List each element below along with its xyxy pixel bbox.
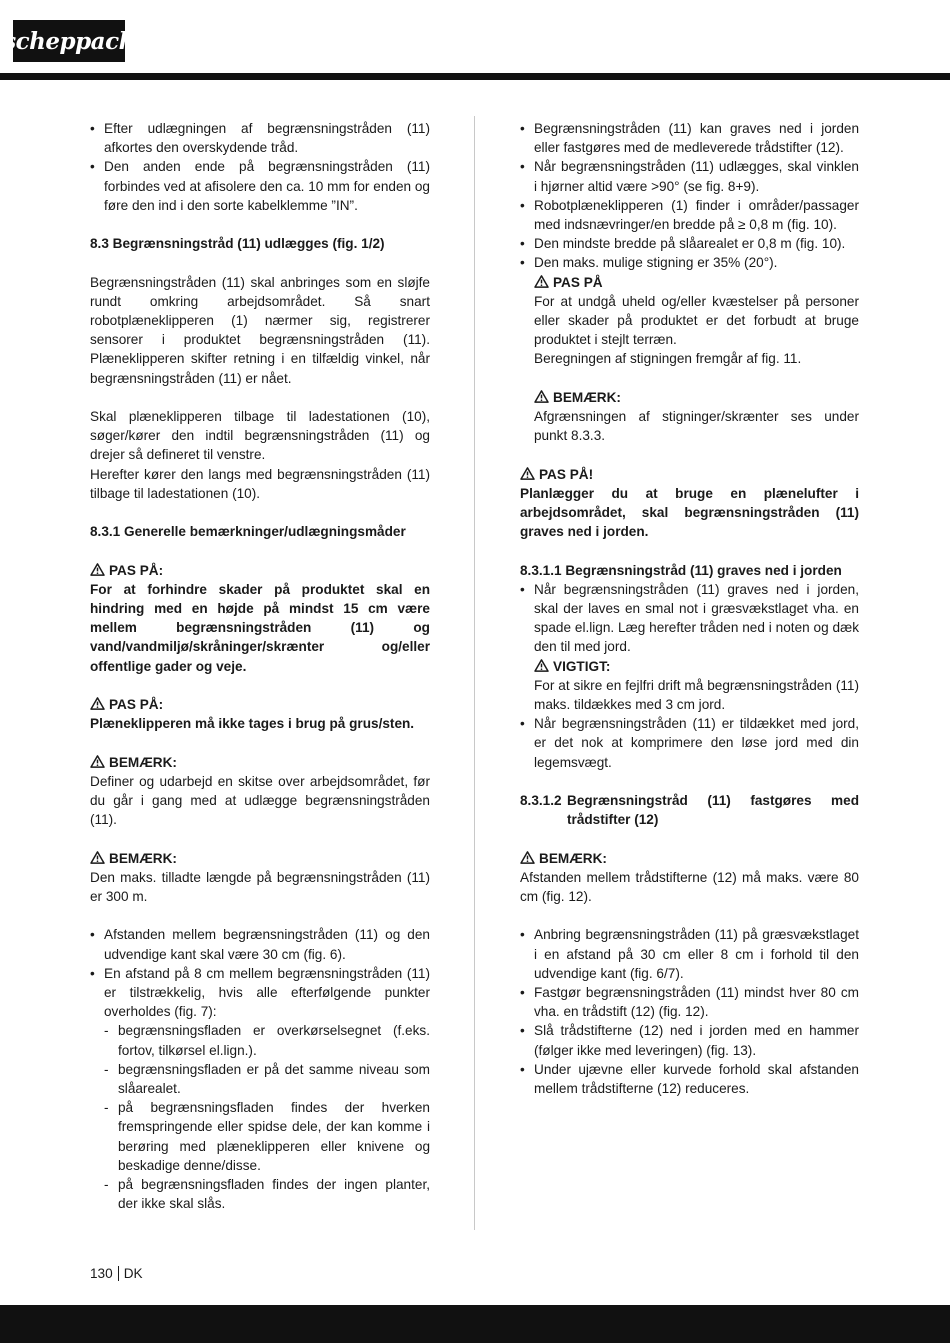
note-text: Afgrænsningen af stigninger/skrænter ses under punkt 8.3.3.	[534, 409, 859, 444]
paragraph: Begrænsningstråden (11) skal anbringes som en sløjfe rundt omkring arbejdsområdet. Så snart robotplæneklipperen (1) nærmer sig, registrerer sensorer i produktet begrænsningstråden (11). Plæneklipperen skifter retning i en tilfældig vinkel, når begrænsningstråden (11) er nået.	[90, 274, 430, 386]
dash-item: - begrænsningsfladen er overkørselsegnet (f.eks. fortov, tilkørsel el.lign.).	[90, 1021, 430, 1059]
warning-label-text: PAS PÅ:	[109, 562, 164, 578]
list-item: • Afstanden mellem begrænsningstråden (11) og den udvendige kant skal være 30 cm (fig. 6).	[90, 925, 430, 963]
warning-label	[520, 465, 859, 484]
list-item: • Robotplæneklipperen (1) finder i områder/passager med indsnævringer/en bredde på ≥ 0,8 m (fig. 10).	[520, 196, 859, 234]
note-label	[534, 388, 859, 407]
list-item: • Den maks. mulige stigning er 35% (20°).	[520, 253, 859, 272]
note-text: Afstanden mellem trådstifterne (12) må maks. være 80 cm (fig. 12).	[520, 869, 859, 905]
section-number: 8.3.1.2	[520, 793, 562, 809]
note-label	[520, 849, 859, 868]
warning-triangle-icon	[90, 697, 105, 710]
list-item: • Efter udlægningen af begrænsningstråden (11) afkortes den overskydende tråd.	[90, 119, 430, 157]
warning-text: Planlægger du at bruge en plænelufter i arbejdsområdet, skal begrænsningstråden (11) graves ned i jorden.	[520, 485, 859, 540]
warning-label-text: PAS PÅ	[553, 274, 603, 290]
list-item: • Begrænsningstråden (11) kan graves ned i jorden eller fastgøres med de medleverede trådstifter (12).	[520, 119, 859, 157]
important-block	[520, 657, 859, 715]
right-column	[520, 119, 859, 1098]
note-label-text: BEMÆRK:	[109, 754, 177, 770]
note-text: Den maks. tilladte længde på begrænsningstråden (11) er 300 m.	[90, 869, 430, 904]
paragraph: Herefter kører den langs med begrænsningstråden (11) tilbage til ladestationen (10).	[90, 466, 430, 501]
warning-block	[520, 273, 859, 446]
bullet-list	[90, 925, 430, 1021]
dash-item: - på begrænsningsfladen findes der hverken fremspringende eller spidse dele, der kan komme i berøring med plæneklipperen eller knivene og beskadige denne/disse.	[90, 1098, 430, 1175]
left-column	[90, 119, 430, 1213]
section-heading-8-3-1: 8.3.1 Generelle bemærkninger/udlægningsmåder	[90, 524, 406, 540]
list-item: • Slå trådstifterne (12) ned i jorden med en hammer (følger ikke med leveringen) (fig. 13).	[520, 1021, 859, 1059]
note-label-text: BEMÆRK:	[109, 850, 177, 866]
note-label-text: BEMÆRK:	[553, 389, 621, 405]
warning-text: Beregningen af stigningen fremgår af fig. 11.	[534, 351, 802, 367]
footer-bar	[0, 1305, 950, 1343]
section-heading-8-3: 8.3 Begrænsningstråd (11) udlægges (fig. 1/2)	[90, 236, 385, 252]
warning-triangle-icon	[520, 851, 535, 864]
list-item: • Fastgør begrænsningstråden (11) mindst hver 80 cm vha. en trådstift (12) (fig. 12).	[520, 983, 859, 1021]
paragraph: Skal plæneklipperen tilbage til ladestationen (10), søger/kører den indtil begrænsningstråden (11) og drejer så defineret til venstre.	[90, 409, 430, 463]
list-item: • Under ujævne eller kurvede forhold skal afstanden mellem trådstifterne (12) reduceres.	[520, 1060, 859, 1098]
page-number: 130	[90, 1266, 113, 1281]
warning-label	[90, 561, 430, 580]
section-heading-8-3-1-2	[520, 791, 859, 829]
list-item-text: En afstand på 8 cm mellem begrænsningstråden (11) er tilstrækkelig, hvis alle efterfølgende punkter overholdes (fig. 7):	[104, 965, 430, 1020]
warning-text: Plæneklipperen må ikke tages i brug på grus/sten.	[90, 716, 415, 732]
note-text: Definer og udarbejd en skitse over arbejdsområdet, før du går i gang med at udlægge begrænsningstråden (11).	[90, 773, 430, 828]
list-item: • Når begrænsningstråden (11) er tildækket med jord, er det nok at komprimere den løse jord med din legemsvægt.	[520, 714, 859, 772]
warning-triangle-icon	[90, 755, 105, 768]
list-item: • Når begrænsningstråden (11) graves ned i jorden, skal der laves en smal not i græsvækstlaget vha. en spade el.lign. Læg herefter tråden ned i noten og dæk den til med jord.	[520, 580, 859, 657]
warning-label-text: PAS PÅ!	[539, 466, 594, 482]
important-label-text: VIGTIGT:	[553, 658, 611, 674]
list-item: • Anbring begrænsningstråden (11) på græsvækstlaget i en afstand på 30 cm eller 8 cm i forhold til den udvendige kant (fig. 6/7).	[520, 925, 859, 983]
bullet-list	[520, 925, 859, 1098]
warning-triangle-icon	[534, 659, 549, 672]
warning-triangle-icon	[520, 467, 535, 480]
header-rule	[0, 73, 950, 80]
warning-label	[534, 273, 859, 292]
warning-label	[90, 695, 430, 714]
warning-text: For at undgå uheld og/eller kvæstelser på personer eller skader på produktet er det forbudt at bruge produktet i stejlt terræn.	[534, 293, 859, 348]
brand-logo-text: scheppach	[3, 27, 135, 55]
warning-triangle-icon	[90, 851, 105, 864]
note-label-text: BEMÆRK:	[539, 850, 607, 866]
bullet-list	[90, 119, 430, 215]
column-divider	[474, 116, 475, 1230]
warning-triangle-icon	[534, 390, 549, 403]
list-item	[90, 964, 430, 1022]
list-item: • Når begrænsningstråden (11) udlægges, skal vinklen i hjørner altid være >90° (se fig. 8+9).	[520, 157, 859, 195]
warning-label-text: PAS PÅ:	[109, 697, 164, 712]
note-label	[90, 849, 430, 868]
warning-triangle-icon	[534, 275, 549, 288]
brand-logo	[3, 20, 135, 62]
bullet-list	[520, 580, 859, 657]
page-footer	[90, 1264, 143, 1283]
note-label	[90, 753, 430, 772]
list-item: • Den mindste bredde på slåarealet er 0,8 m (fig. 10).	[520, 234, 859, 253]
dash-item: - på begrænsningsfladen findes der ingen planter, der ikke skal slås.	[90, 1175, 430, 1213]
dash-list	[90, 1021, 430, 1213]
warning-text: For at forhindre skader på produktet skal en hindring med en højde på mindst 15 cm være mellem begrænsningstråden (11) og vand/vandmiljø/skråninger/skrænter og/eller offentlige gader og veje.	[90, 581, 430, 674]
section-heading-8-3-1-1: 8.3.1.1 Begrænsningstråd (11) graves ned i jorden	[520, 562, 842, 578]
language-code: DK	[123, 1266, 143, 1281]
bullet-list	[520, 119, 859, 273]
dash-item: - begrænsningsfladen er på det samme niveau som slåarealet.	[90, 1060, 430, 1098]
important-label	[534, 657, 859, 676]
important-text: For at sikre en fejlfri drift må begrænsningstråden (11) maks. tildækkes med 3 cm jord.	[534, 677, 859, 713]
warning-triangle-icon	[90, 563, 105, 576]
footer-separator	[118, 1266, 119, 1281]
bullet-list	[520, 714, 859, 772]
section-title: Begrænsningstråd (11) fastgøres med trådstifter (12)	[567, 793, 859, 828]
list-item: • Den anden ende på begrænsningstråden (11) forbindes ved at afisolere den ca. 10 mm for enden og føre den ind i den sorte kabelklemme ”IN”.	[90, 157, 430, 215]
